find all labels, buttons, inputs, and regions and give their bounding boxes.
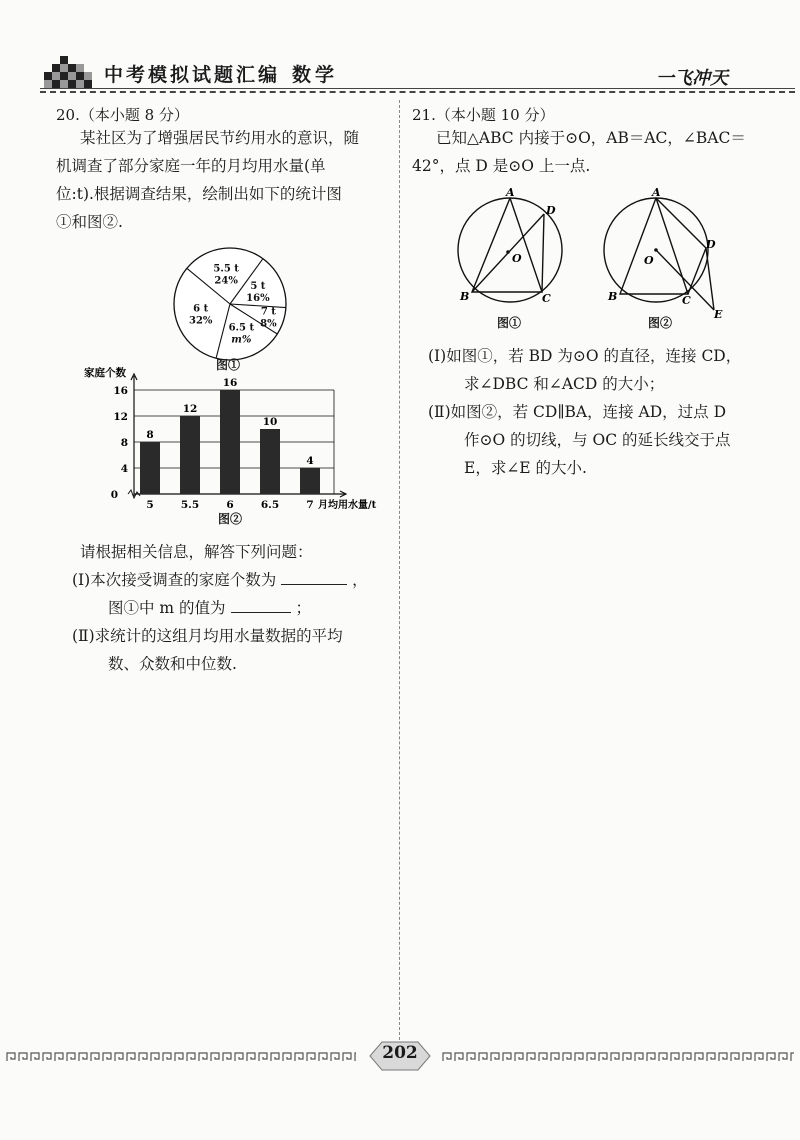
q20-intro-line: 机调查了部分家庭一年的月均用水量(单 [56,157,326,175]
bar-value-label: 4 [306,455,314,467]
label-C: C [542,292,551,305]
q21-part2-line: (Ⅱ)如图②，若 CD∥BA，连接 AD，过点 D [428,403,726,421]
x-tick-label: 6 [226,499,234,511]
fig1-caption: 图① [497,316,522,330]
bar [180,416,200,494]
answer-blank[interactable] [231,597,291,613]
q21-part1-line: (Ⅰ)如图①，若 BD 为⊙O 的直径，连接 CD， [428,347,742,365]
q21-part2-line: 作⊙O 的切线，与 OC 的延长线交于点 [464,431,731,449]
page-number: 202 [382,1043,418,1063]
bar-xlabel: 月均用水量/t [318,500,377,511]
q21-intro-line: 已知△ABC 内接于⊙O，AB＝AC，∠BAC＝ [436,129,746,147]
bar-value-label: 12 [182,403,198,415]
page-header [0,0,800,100]
footer-pattern-left [6,1052,356,1062]
q20-part1-text: (Ⅰ)本次接受调查的家庭个数为 [72,571,277,589]
label-A: A [506,186,515,199]
bar-value-label: 8 [146,429,154,441]
q20-intro-line: 某社区为了增强居民节约用水的意识，随 [80,129,360,147]
q21-title: 21.（本小题 10 分） [412,106,555,124]
q21-intro [412,124,746,180]
book-title: 中考模拟试题汇编 [104,64,281,86]
q20-intro-line: 位:t).根据调查结果，绘制出如下的统计图 [56,185,342,203]
pie-slice-percent: 8% [260,318,277,330]
subject-label: 数学 [292,64,339,86]
pie-slice-percent: 16% [246,292,270,304]
q20-title: 20.（本小题 8 分） [56,106,189,124]
q21-intro-line: 42°，点 D 是⊙O 上一点. [412,157,591,175]
x-tick-label: 5 [146,499,154,511]
label-O: O [644,254,654,267]
pie-slice-percent: 24% [214,275,238,287]
q20-part1-text2: 图①中 m 的值为 [108,599,226,617]
label-E: E [714,308,723,321]
q21-part2-line: E，求∠E 的大小. [464,459,587,477]
y-tick-label: 4 [120,463,128,475]
q20-intro [56,124,360,236]
bar [300,468,320,494]
x-tick-label: 6.5 [260,499,280,511]
checker-logo-icon [44,56,98,88]
q21-part1-line: 求∠DBC 和∠ACD 的大小； [464,375,665,393]
bar [140,442,160,494]
column-divider [399,100,400,1040]
q20-questions [72,538,368,678]
geometry-figure-2 [600,186,760,322]
label-B: B [608,290,618,303]
label-D: D [706,238,716,251]
bar [260,429,280,494]
pie-slice-percent: m% [231,334,252,346]
header-rule-dashed [40,91,795,93]
bar-chart [84,366,388,518]
q20-prompt: 请根据相关信息，解答下列问题： [80,543,313,561]
brand-label: 一飞冲天 [656,68,728,89]
x-tick-label: 5.5 [180,499,200,511]
pie-slice-label: 5.5 t [213,263,239,275]
label-D: D [546,204,556,217]
geometry-figure-1 [450,186,580,310]
y-tick-label: 16 [113,385,128,397]
pie-slice-label: 6 t [193,303,209,315]
y-tick-label: 0 [110,489,118,501]
pie-caption: 图① [216,358,241,372]
bar-value-label: 10 [262,416,278,428]
pie-slice-percent: 32% [188,315,213,327]
label-A: A [652,186,661,199]
q20-part2-line: (Ⅱ)求统计的这组月均用水量数据的平均 [72,627,343,645]
pie-slice-label: 5 t [250,280,266,292]
answer-blank[interactable] [281,569,347,585]
bar-ylabel: 家庭个数 [84,367,126,379]
q21-questions [428,342,742,482]
pie-slice-label: 6.5 t [228,322,255,334]
label-B: B [460,290,470,303]
bar-value-label: 16 [222,377,238,389]
x-tick-label: 7 [306,499,314,511]
fig2-caption: 图② [648,316,673,330]
y-tick-label: 8 [120,437,128,449]
q20-part1-end2: ； [295,599,311,617]
label-O: O [512,252,522,265]
bar-caption: 图② [218,512,243,526]
q20-intro-line: ①和图②. [56,213,123,231]
header-rule [40,88,795,89]
label-C: C [682,294,691,307]
q20-part2-line: 数、众数和中位数. [108,655,237,673]
bar [220,390,240,494]
q20-part1-end: ， [352,571,368,589]
footer-pattern-right [442,1052,794,1062]
y-tick-label: 12 [113,411,128,423]
pie-slice-label: 7 t [260,306,276,318]
